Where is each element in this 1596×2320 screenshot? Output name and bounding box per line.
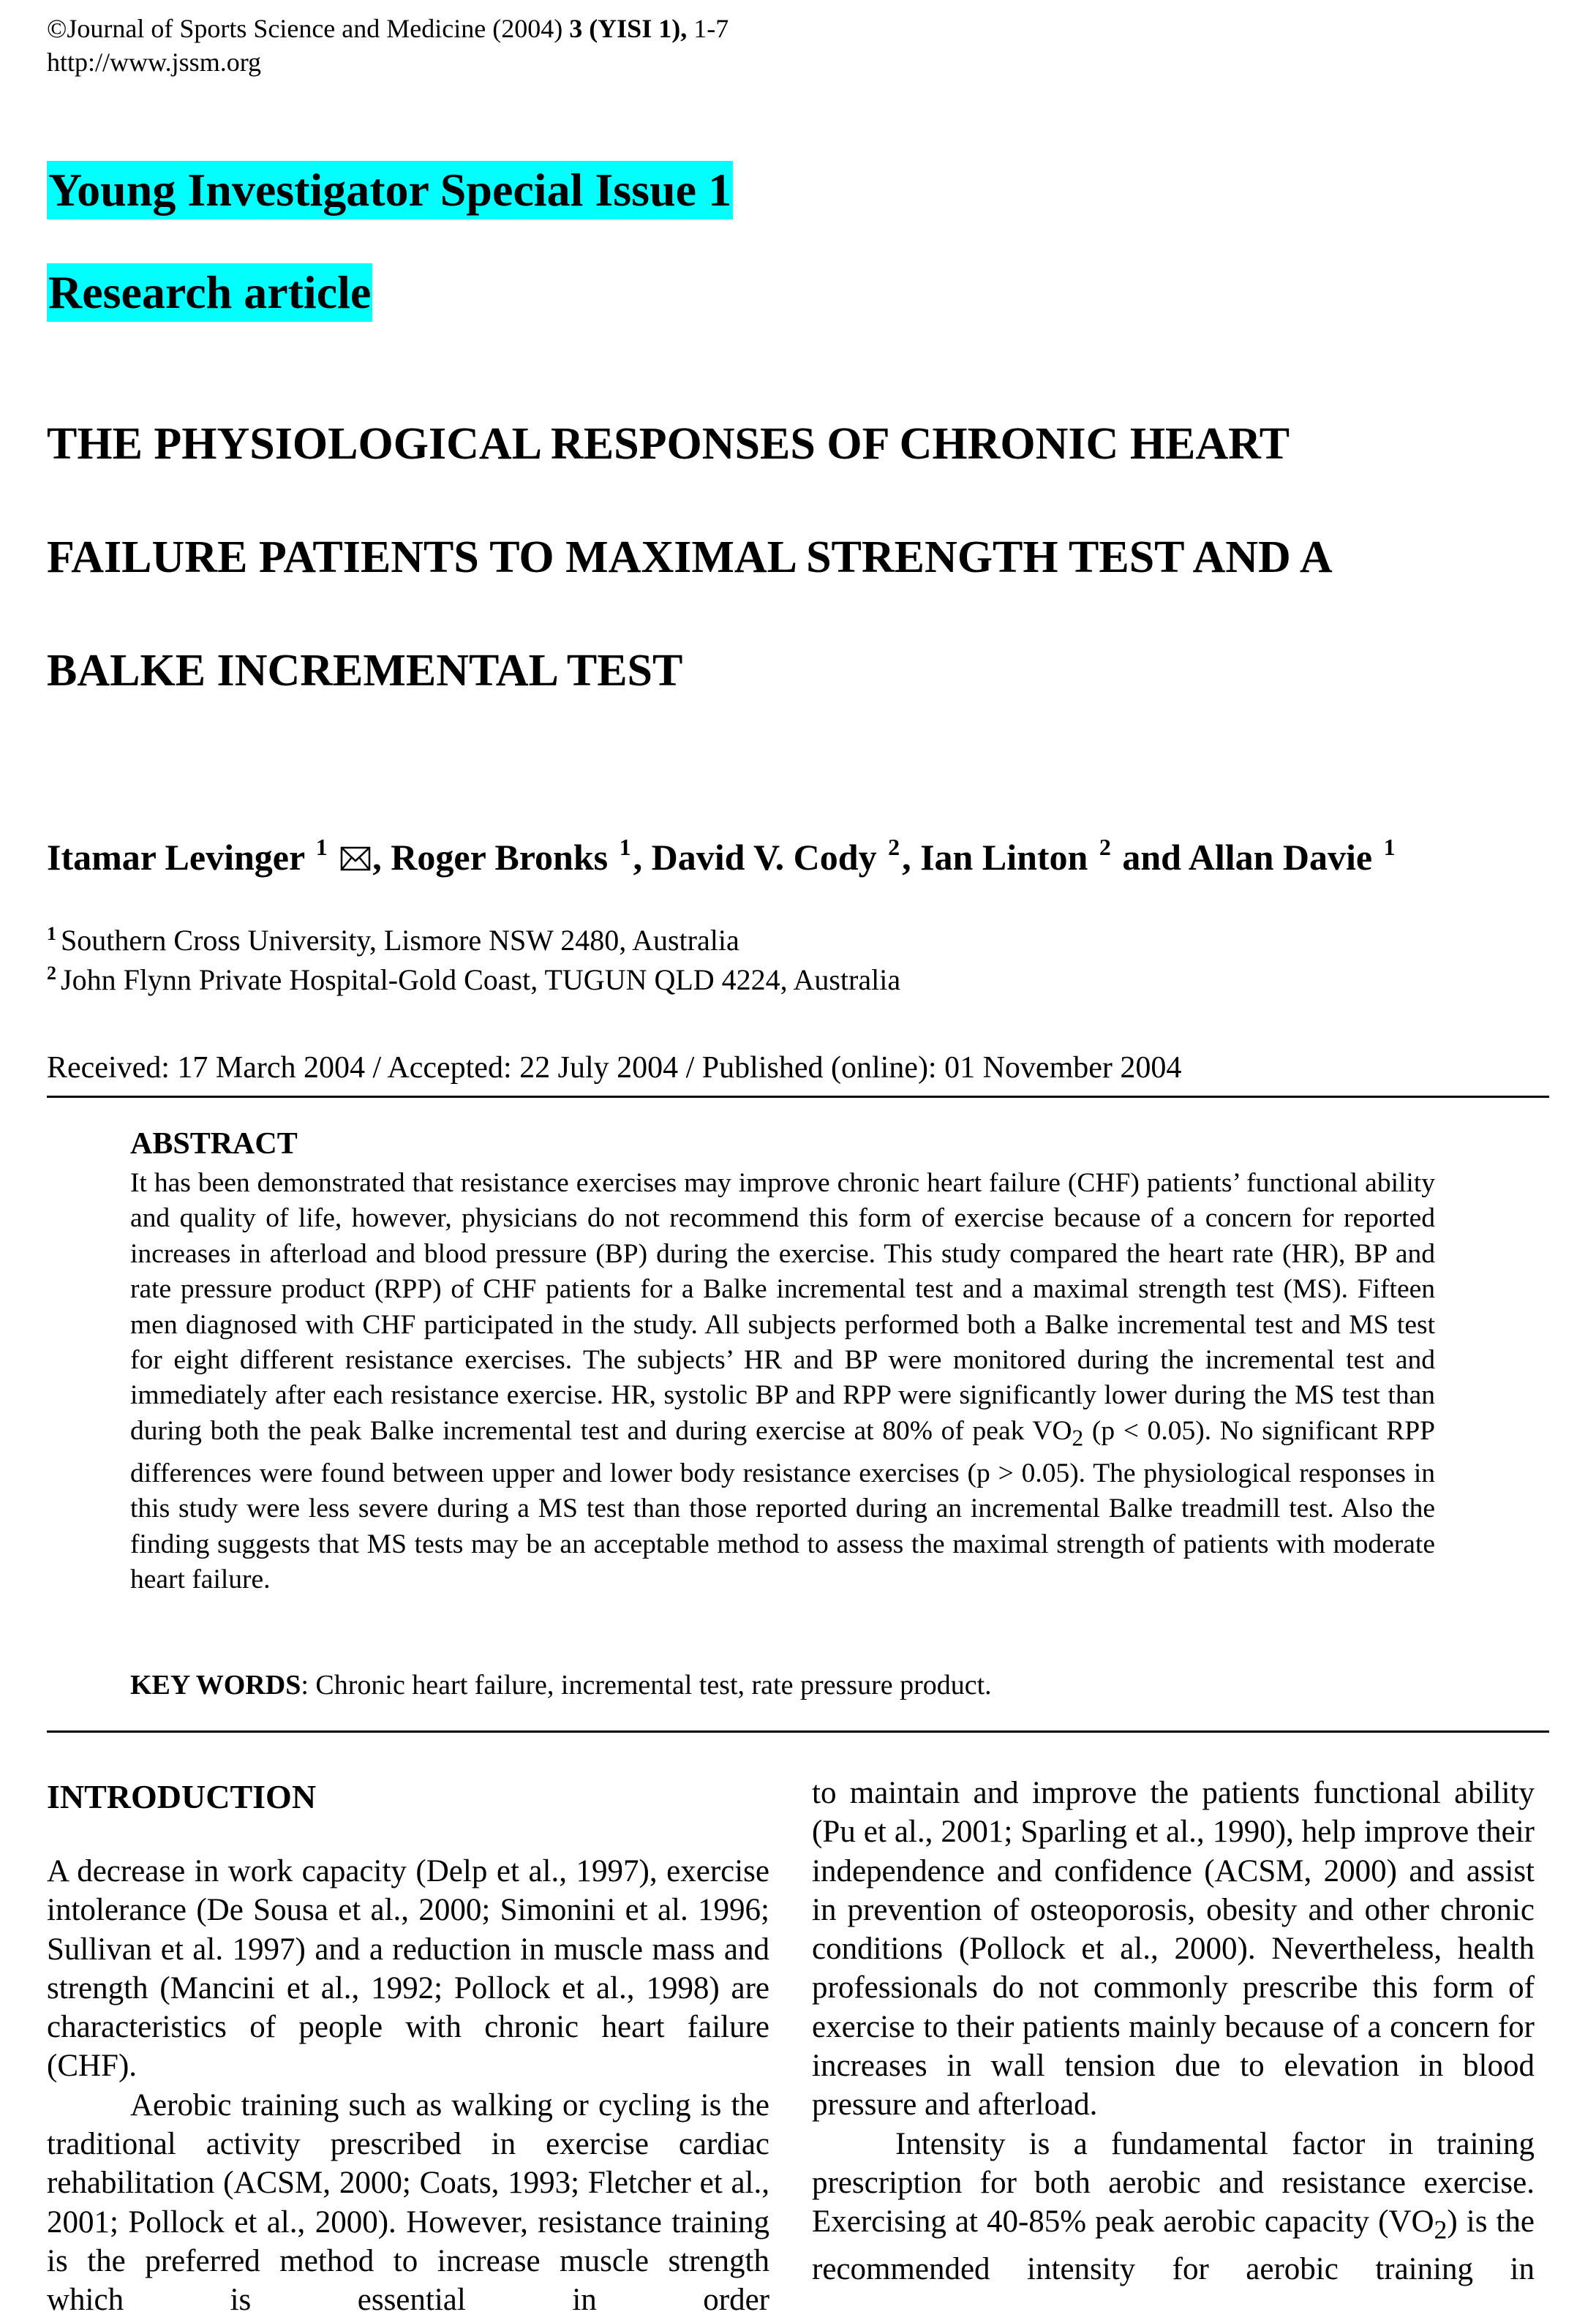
publication-dates: Received: 17 March 2004 / Accepted: 22 July 2004 / Published (online): 01 November 2004	[47, 1051, 1182, 1085]
author-affiliation-mark: 1	[619, 834, 631, 860]
article-title	[47, 388, 1554, 728]
journal-volume: 3 (YISI 1),	[569, 14, 688, 43]
affiliation-text: Southern Cross University, Lismore NSW 2480, Australia	[61, 924, 739, 957]
journal-pages: 1-7	[693, 14, 729, 43]
author-affiliation-mark: 2	[1099, 834, 1111, 860]
article-type-label: Research article	[47, 263, 372, 322]
title-line: THE PHYSIOLOGICAL RESPONSES OF CHRONIC HEART	[47, 419, 1290, 469]
author-name: Roger Bronks	[391, 837, 609, 878]
divider	[47, 1096, 1549, 1098]
author-name: Allan Davie	[1188, 837, 1373, 878]
envelope-icon[interactable]	[340, 846, 371, 871]
title-line: BALKE INCREMENTAL TEST	[47, 646, 683, 696]
journal-citation: ©Journal of Sports Science and Medicine (2004)	[47, 14, 563, 43]
author-affiliation-mark: 2	[888, 834, 900, 860]
divider	[47, 1730, 1549, 1733]
left-column	[47, 1852, 769, 2320]
keywords	[130, 1669, 992, 1701]
right-column	[812, 1774, 1535, 2289]
abstract-text	[130, 1166, 1435, 1597]
abstract-text-part: (p < 0.05). No significant RPP differences were found between upper and lower body resistance exercises (p > 0.05). The physiological responses in this study were less severe during a MS test than those reported during an incremental Balke treadmill test. Also the finding suggests that MS tests may be an acceptable method to assess the maximal strength of patients with moderate heart failure.	[130, 1415, 1435, 1594]
issue-label: Young Investigator Special Issue 1	[47, 161, 733, 219]
subscript: 2	[1434, 2215, 1448, 2245]
paragraph	[812, 2125, 1535, 2289]
introduction-heading: INTRODUCTION	[47, 1778, 317, 1815]
author-separator: ,	[633, 837, 652, 878]
affiliation-mark: 2	[47, 963, 56, 984]
author-name: Ian Linton	[920, 837, 1088, 878]
abstract-heading: ABSTRACT	[130, 1127, 298, 1161]
author-name: David V. Cody	[651, 837, 877, 878]
keywords-label: KEY WORDS	[130, 1670, 301, 1701]
author-separator: ,	[902, 837, 921, 878]
affiliation	[47, 923, 739, 957]
paragraph: Aerobic training such as walking or cycling is the traditional activity prescribed in exercise cardiac rehabilitation (ACSM, 2000; Coats, 1993; Fletcher et al., 2001; Pollock et al., 2000). However, resistance training is the preferred method to increase muscle strength which is essential in order	[47, 2087, 769, 2318]
keywords-text: : Chronic heart failure, incremental test, rate pressure product.	[301, 1670, 992, 1701]
subscript: 2	[1072, 1425, 1084, 1451]
author-separator: ,	[372, 837, 391, 878]
abstract-text-part: It has been demonstrated that resistance exercises may improve chronic heart failure (CHF) patients’ functional ability and quality of life, however, physicians do not recommend this form of exercise because of a concern for reported increases in afterload and blood pressure (BP) during the exercise. This study compared the heart rate (HR), BP and rate pressure product (RPP) of CHF patients for a Balke incremental test and a maximal strength test (MS). Fifteen men diagnosed with CHF participated in the study. All subjects performed both a Balke incremental test and MS test for eight different resistance exercises. The subjects’ HR and BP were monitored during the incremental test and immediately after each resistance exercise. HR, systolic BP and RPP were significantly lower during the MS test than during both the peak Balke incremental test and during exercise at 80% of peak VO	[130, 1168, 1435, 1446]
author-affiliation-mark: 1	[315, 834, 328, 860]
author-name: Itamar Levinger	[47, 837, 305, 878]
paragraph-part: Intensity is a fundamental factor in training prescription for both aerobic and resistance exercise. Exercising at 40-85% peak aerobic capacity (VO	[812, 2126, 1535, 2240]
journal-url[interactable]: http://www.jssm.org	[47, 48, 262, 77]
journal-header	[47, 12, 729, 45]
author-affiliation-mark: 1	[1383, 834, 1396, 860]
affiliation-text: John Flynn Private Hospital-Gold Coast, TUGUN QLD 4224, Australia	[61, 963, 901, 996]
author-list	[47, 834, 1398, 878]
title-line: FAILURE PATIENTS TO MAXIMAL STRENGTH TEST AND A	[47, 532, 1333, 582]
paragraph-part: ) is the recommended intensity for aerobic training in	[812, 2204, 1535, 2287]
paragraph: to maintain and improve the patients functional ability (Pu et al., 2001; Sparling et al., 1990), help improve their independence and confidence (ACSM, 2000) and assist in prevention of osteoporosis, obesity and other chronic conditions (Pollock et al., 2000). Nevertheless, health professionals do not commonly prescribe this form of exercise to their patients mainly because of a concern for increases in wall tension due to elevation in blood pressure and afterload.	[812, 1776, 1535, 2123]
paragraph: A decrease in work capacity (Delp et al., 1997), exercise intolerance (De Sousa et al., 2000; Simonini et al. 1996; Sullivan et al. 1997) and a reduction in muscle mass and strength (Mancini et al., 1992; Pollock et al., 1998) are characteristics of people with chronic heart failure (CHF).	[47, 1854, 769, 2084]
author-conjunction: and	[1113, 837, 1189, 878]
affiliation	[47, 963, 900, 997]
affiliation-mark: 1	[47, 923, 56, 944]
